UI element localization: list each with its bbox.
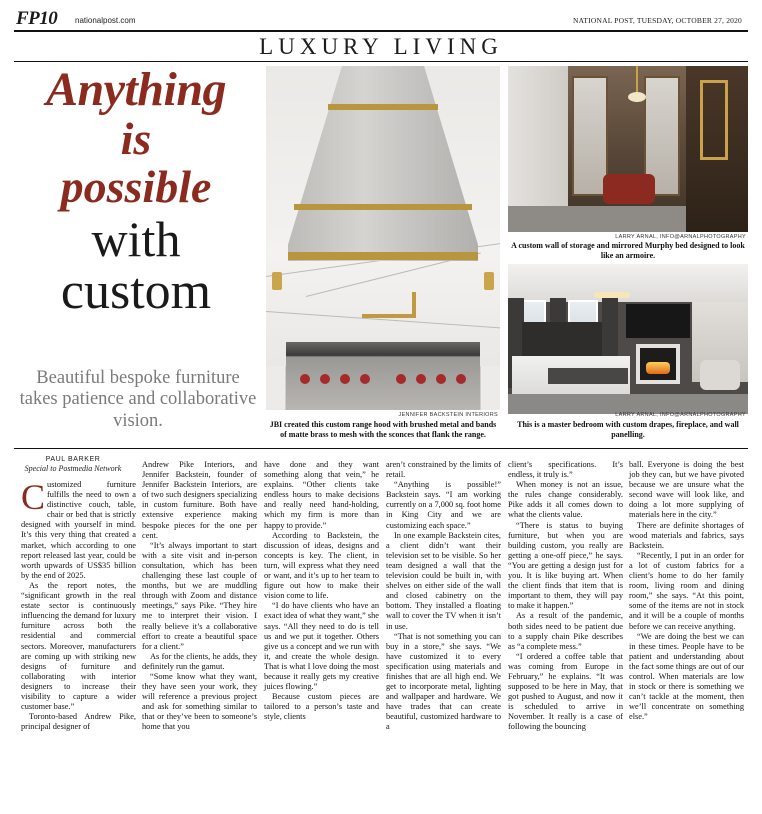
drop-cap: C xyxy=(21,477,46,517)
paragraph: “That is not something you can buy in a store,” she says. “We have customized it to every specification using materials and finishes that are all high end. We get to incorporate metal, lighting and wallpaper and hardware. We have trades that can create beautiful, customized hardware to a xyxy=(386,631,501,732)
paragraph: “We are doing the best we can in these times. People have to be patient and understanding about the fact some things are out of our control. When materials are low in stock or there is something we can’t tackle at the moment, then we’ll concentrate on something else.” xyxy=(629,631,744,722)
site-url[interactable]: nationalpost.com xyxy=(75,16,136,25)
paragraph: aren’t constrained by the limits of retail. xyxy=(386,460,501,480)
paragraph: According to Backstein, the discussion of ideas, designs and concepts is key. The client, in turn, will express what they need or want, and it’s up to her team to figure out how to make their vision come to life. xyxy=(264,530,379,601)
section-rule xyxy=(14,61,748,62)
article-column-5 xyxy=(508,460,623,733)
sconce xyxy=(272,272,282,290)
paragraph: client’s specifications. It’s endless, it truly is.” xyxy=(508,460,623,480)
section-title: LUXURY LIVING xyxy=(259,34,503,59)
article-column-3 xyxy=(264,460,379,722)
kitchen-range-hood-photo xyxy=(266,66,500,410)
deck: Beautiful bespoke furniture takes patience and collaborative vision. xyxy=(19,368,257,431)
paragraph: As the report notes, the “significant growth in the real estate sector is continuously influencing the demand for luxury furniture across both the residential and commercial sectors. Moreover, manufacturers are coming up with striking new designs of furniture and collaborating with interior designers to increase their visibility to capture a wider customer base.” xyxy=(21,580,136,712)
ottoman xyxy=(603,174,655,204)
byline-role: Special to Postmedia Network xyxy=(24,464,122,473)
range xyxy=(286,342,480,410)
brass-band xyxy=(294,204,472,210)
paragraph: ustomized furniture fulfills the need to own a distinctive couch, table, chair or bed that is strictly designed with yourself in mind. It’s this very thing that created a market, which according to one report released last year, could be worth upwards of US$35 billion by the end of 2025. xyxy=(21,480,136,580)
paragraph: “There is status to buying furniture, but when you are building custom, you really are getting a one-off piece,” he says. “You are getting a design just for you. It is like buying art. When the client finds that item that is important to them, they will pay to make it happen.” xyxy=(508,520,623,611)
article-column-4 xyxy=(386,460,501,733)
headline-line-2: is xyxy=(120,113,152,164)
pot-filler xyxy=(362,314,416,318)
brass-band xyxy=(288,252,478,260)
paragraph: Toronto-based Andrew Pike, principal designer of xyxy=(21,712,136,732)
paragraph: There are definite shortages of wood materials and fabrics, says Backstein. xyxy=(629,520,744,550)
brass-band xyxy=(328,104,438,110)
photo-credit: JENNIFER BACKSTEIN INTERIORS xyxy=(398,412,498,418)
paragraph: “Some know what they want, they have seen your work, they will reference a previous project and ask for something similar to that or they’ve been to someone’s home that you xyxy=(142,671,257,732)
paragraph: “I ordered a coffee table that was coming from Europe in February,” he explains. “It was supposed to be here in May, that got pushed to August, and now it is scheduled to arrive in November. It really is a case of following the bouncing xyxy=(508,651,623,732)
photo-credit: LARRY ARNAL, INFO@ARNALPHOTOGRAPHY xyxy=(615,234,746,240)
master-bedroom-photo xyxy=(508,264,748,414)
byline xyxy=(21,456,125,473)
television xyxy=(626,304,690,338)
paragraph: “I do have clients who have an exact idea of what they want,” she says. “All they need to do is tell us and we put it together. Others give us a concept and we run with it, and create the whole design. That is what I love doing the most because it really gets my creative juices flowing.” xyxy=(264,601,379,692)
body-rule xyxy=(14,448,748,449)
paragraph: As a result of the pandemic, both sides need to be patient due to a supply chain Pike describes as “a complete mess.” xyxy=(508,611,623,651)
paragraph: When money is not an issue, the rules change considerably. Pike adds it all comes down to what the clients value. xyxy=(508,480,623,520)
headline-line-5: custom xyxy=(60,263,212,320)
article-column-2 xyxy=(142,460,257,733)
page-number: FP10 xyxy=(16,8,58,29)
byline-name: PAUL BARKER xyxy=(45,456,101,463)
paragraph: “It’s always important to start with a site visit and in-person consultation, which has been challenging these last couple of months, but we are muddling through with Zoom and distance meetings,” says Pike. “They hire me to interpret their vision. I really believe it’s a collaborative effort to create a beautiful space for a client.” xyxy=(142,540,257,651)
headline-line-4: with xyxy=(91,211,181,267)
page-header xyxy=(8,8,754,30)
paragraph: ball. Everyone is doing the best job they can, but we have pivoted because we are unsure what the second wave will look like, and doing a lot more supplying of materials here in the city.” xyxy=(629,460,744,520)
range-hood xyxy=(288,66,478,261)
paragraph: “Recently, I put in an order for a lot of custom fabrics for a client’s home to do her family room, living room and dining room,” she says. “At this point, some of the items are not in stock and it will be a couple of months before we can receive anything. xyxy=(629,550,744,631)
photo-caption: JBI created this custom range hood with brushed metal and bands of matte brass to mesh with the sconces that flank the range. xyxy=(269,420,497,439)
paragraph: have done and they want something along that vein,” he explains. “Other clients take endless hours to make decisions and really need hand-holding, which my firm is more than happy to provide.” xyxy=(264,460,379,530)
mirror-frame xyxy=(700,80,728,160)
paragraph: As for the clients, he adds, they definitely run the gamut. xyxy=(142,651,257,671)
header-rule xyxy=(14,30,748,32)
article-column-6 xyxy=(629,460,744,722)
murphy-bed-photo xyxy=(508,66,748,232)
photo-caption: A custom wall of storage and mirrored Murphy bed designed to look like an armoire. xyxy=(511,241,745,260)
sconce xyxy=(484,272,494,290)
paragraph: In one example Backstein cites, a client didn’t want their television set to be visible. So her team designed a wall that the television could be built in, with shelves on either side of the wall and closed cabinetry on the bottom. They installed a floating wall to cover the TV when it isn’t in use. xyxy=(386,530,501,631)
headline-line-1: Anything xyxy=(45,63,227,116)
paragraph: Because custom pieces are tailored to a person’s taste and style, clients xyxy=(264,692,379,722)
article-column-1 xyxy=(21,477,136,732)
paragraph: “Anything is possible!” Backstein says. “I am working currently on a 7,000 sq. foot home in King City and we are customizing each space.” xyxy=(386,480,501,530)
headline xyxy=(14,63,258,320)
photo-caption: This is a master bedroom with custom drapes, fireplace, and wall panelling. xyxy=(517,420,739,439)
paragraph: Andrew Pike Interiors, and Jennifer Backstein, founder of Jennifer Backstein Interiors, are of two such designers specializing in custom furniture. Both have extensive experience making bespoke pieces for the one per cent. xyxy=(142,460,257,540)
headline-line-3: possible xyxy=(60,161,212,212)
photo-credit: LARRY ARNAL, INFO@ARNALPHOTOGRAPHY xyxy=(615,412,746,418)
dateline: NATIONAL POST, TUESDAY, OCTOBER 27, 2020 xyxy=(573,16,742,25)
